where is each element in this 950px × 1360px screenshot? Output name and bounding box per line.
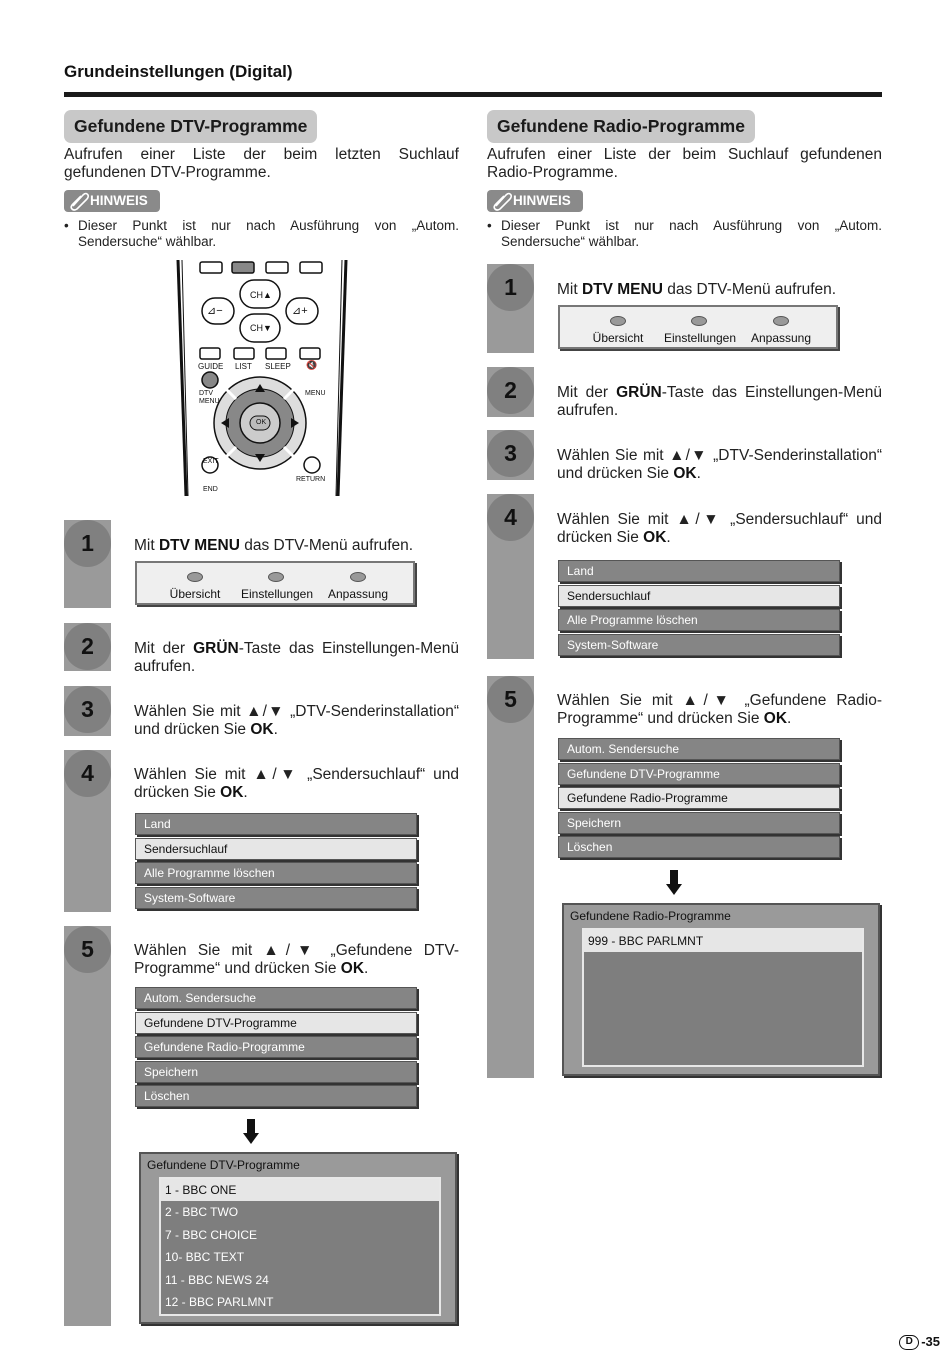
right-result-panel bbox=[562, 903, 880, 1076]
menubar-dot-icon bbox=[187, 572, 203, 582]
left-result-panel bbox=[139, 1152, 457, 1324]
list-item[interactable]: 2 - BBC TWO bbox=[165, 1205, 239, 1220]
arrow-down-icon bbox=[666, 870, 682, 896]
menu-item-sendersuchlauf[interactable]: Sendersuchlauf bbox=[135, 838, 417, 860]
hinweis-label: HINWEIS bbox=[90, 193, 148, 208]
remote-ok-label: OK bbox=[256, 419, 267, 426]
menubar-tab-anpassung[interactable]: Anpassung bbox=[750, 331, 812, 345]
menubar-tab-uebersicht[interactable]: Übersicht bbox=[169, 587, 221, 601]
remote-mute-icon: 🔇 bbox=[306, 360, 318, 370]
menu-item-sendersuchlauf[interactable]: Sendersuchlauf bbox=[558, 585, 840, 607]
left-install-menu bbox=[135, 813, 417, 909]
right-step-2-number: 2 bbox=[487, 367, 534, 414]
left-hinweis-badge bbox=[64, 190, 160, 212]
menu-item-system-software[interactable]: System-Software bbox=[135, 887, 417, 909]
right-step-3-text: Wählen Sie mit ▲/▼ „DTV-Senderinstallation“ und drücken Sie OK. bbox=[557, 447, 882, 482]
page-number-text: -35 bbox=[921, 1334, 940, 1349]
left-step-3-number: 3 bbox=[64, 686, 111, 733]
menu-item-alle-programme-loeschen[interactable]: Alle Programme löschen bbox=[135, 862, 417, 884]
paperclip-icon bbox=[68, 191, 90, 211]
menu-item-gefundene-radio-programme[interactable]: Gefundene Radio-Programme bbox=[558, 787, 840, 809]
list-item[interactable]: 999 - BBC PARLMNT bbox=[584, 930, 862, 952]
right-step-3-number: 3 bbox=[487, 430, 534, 477]
left-step-4-text: Wählen Sie mit ▲/▼ „Sendersuchlauf“ und drücken Sie OK. bbox=[134, 766, 459, 801]
right-note bbox=[487, 218, 882, 250]
remote-exit-end-label: EXIT END bbox=[203, 458, 219, 493]
menu-item-gefundene-dtv-programme[interactable]: Gefundene DTV-Programme bbox=[558, 763, 840, 785]
menu-item-land[interactable]: Land bbox=[135, 813, 417, 835]
menubar-dot-icon bbox=[691, 316, 707, 326]
left-note-text: Dieser Punkt ist nur nach Ausführung von „Autom. Sendersuche“ wählbar. bbox=[78, 218, 459, 249]
remote-vol-plus-label: ⊿+ bbox=[292, 305, 308, 317]
paperclip-icon bbox=[491, 191, 513, 211]
page-number bbox=[899, 1334, 940, 1350]
remote-dtv-menu-label: DTV MENU bbox=[199, 390, 220, 405]
menu-item-speichern[interactable]: Speichern bbox=[135, 1061, 417, 1083]
remote-return-label: RETURN bbox=[296, 476, 326, 483]
menubar-dot-icon bbox=[773, 316, 789, 326]
right-step-5-number: 5 bbox=[487, 676, 534, 723]
left-note bbox=[64, 218, 459, 250]
menubar-dot-icon bbox=[350, 572, 366, 582]
left-step-1-number: 1 bbox=[64, 520, 111, 567]
right-step-1-number: 1 bbox=[487, 264, 534, 311]
list-item[interactable]: 1 - BBC ONE bbox=[161, 1179, 439, 1201]
menubar-tab-anpassung[interactable]: Anpassung bbox=[327, 587, 389, 601]
left-result-list bbox=[159, 1177, 441, 1316]
menu-item-land[interactable]: Land bbox=[558, 560, 840, 582]
menu-item-speichern[interactable]: Speichern bbox=[558, 812, 840, 834]
bullet-dot: • bbox=[487, 218, 492, 233]
right-section-heading: Gefundene Radio-Programme bbox=[487, 110, 755, 143]
right-step-1-text: Mit DTV MENU das DTV-Menü aufrufen. bbox=[557, 281, 837, 298]
left-step-2-text: Mit der GRÜN-Taste das Einstellungen-Menü aufrufen. bbox=[134, 640, 459, 675]
menu-item-gefundene-dtv-programme[interactable]: Gefundene DTV-Programme bbox=[135, 1012, 417, 1034]
page-letter-badge: D bbox=[899, 1335, 919, 1350]
hinweis-label: HINWEIS bbox=[513, 193, 571, 208]
page-title: Grundeinstellungen (Digital) bbox=[64, 62, 293, 81]
menubar-dot-icon bbox=[610, 316, 626, 326]
list-item[interactable]: 10- BBC TEXT bbox=[165, 1250, 245, 1265]
left-result-title: Gefundene DTV-Programme bbox=[147, 1158, 300, 1172]
list-item[interactable]: 12 - BBC PARLMNT bbox=[165, 1294, 274, 1309]
left-step-4-number: 4 bbox=[64, 750, 111, 797]
remote-menu-label: MENU bbox=[305, 390, 326, 397]
right-hinweis-badge bbox=[487, 190, 583, 212]
list-item[interactable]: 7 - BBC CHOICE bbox=[165, 1227, 258, 1242]
menubar-tab-uebersicht[interactable]: Übersicht bbox=[592, 331, 644, 345]
remote-ch-up-label: CH▲ bbox=[250, 290, 272, 300]
left-step-1-text: Mit DTV MENU das DTV-Menü aufrufen. bbox=[134, 537, 414, 554]
right-step-5-text: Wählen Sie mit ▲/▼ „Gefundene Radio-Programme“ und drücken Sie OK. bbox=[557, 692, 882, 727]
remote-sleep-label: SLEEP bbox=[265, 362, 291, 371]
left-intro: Aufrufen einer Liste der beim letzten Suchlauf gefundenen DTV-Programme. bbox=[64, 146, 459, 181]
menu-item-alle-programme-loeschen[interactable]: Alle Programme löschen bbox=[558, 609, 840, 631]
right-step-4-text: Wählen Sie mit ▲/▼ „Sendersuchlauf“ und drücken Sie OK. bbox=[557, 511, 882, 546]
menubar-tab-einstellungen[interactable]: Einstellungen bbox=[240, 587, 314, 601]
menu-item-autom-sendersuche[interactable]: Autom. Sendersuche bbox=[558, 738, 840, 760]
menu-item-autom-sendersuche[interactable]: Autom. Sendersuche bbox=[135, 987, 417, 1009]
right-result-list bbox=[582, 928, 864, 1067]
right-dtv-menubar bbox=[558, 305, 838, 349]
menu-item-loeschen[interactable]: Löschen bbox=[135, 1085, 417, 1107]
left-dtv-menubar bbox=[135, 561, 415, 605]
left-step-5-bar bbox=[64, 926, 111, 1326]
right-result-title: Gefundene Radio-Programme bbox=[570, 909, 731, 923]
right-install-menu bbox=[558, 560, 840, 656]
remote-vol-minus-label: ⊿− bbox=[207, 305, 223, 317]
right-note-text: Dieser Punkt ist nur nach Ausführung von „Autom. Sendersuche“ wählbar. bbox=[501, 218, 882, 249]
remote-list-label: LIST bbox=[235, 362, 252, 371]
list-item[interactable]: 11 - BBC NEWS 24 bbox=[165, 1272, 269, 1287]
title-divider bbox=[64, 92, 882, 97]
right-step-2-text: Mit der GRÜN-Taste das Einstellungen-Menü aufrufen. bbox=[557, 384, 882, 419]
arrow-down-icon bbox=[243, 1119, 259, 1145]
remote-ch-down-label: CH▼ bbox=[250, 323, 272, 333]
left-section-heading: Gefundene DTV-Programme bbox=[64, 110, 317, 143]
left-step-2-number: 2 bbox=[64, 623, 111, 670]
remote-guide-label: GUIDE bbox=[198, 362, 224, 371]
left-search-menu bbox=[135, 987, 417, 1107]
right-search-menu bbox=[558, 738, 840, 858]
right-step-5-bar bbox=[487, 676, 534, 1078]
right-step-4-number: 4 bbox=[487, 494, 534, 541]
menubar-tab-einstellungen[interactable]: Einstellungen bbox=[663, 331, 737, 345]
menu-item-system-software[interactable]: System-Software bbox=[558, 634, 840, 656]
menu-item-loeschen[interactable]: Löschen bbox=[558, 836, 840, 858]
bullet-dot: • bbox=[64, 218, 69, 233]
menu-item-gefundene-radio-programme[interactable]: Gefundene Radio-Programme bbox=[135, 1036, 417, 1058]
left-step-5-text: Wählen Sie mit ▲/▼ „Gefundene DTV-Programme“ und drücken Sie OK. bbox=[134, 942, 459, 977]
right-intro: Aufrufen einer Liste der beim Suchlauf gefundenen Radio-Programme. bbox=[487, 146, 882, 181]
menubar-dot-icon bbox=[268, 572, 284, 582]
left-step-3-text: Wählen Sie mit ▲/▼ „DTV-Senderinstallation“ und drücken Sie OK. bbox=[134, 703, 459, 738]
left-step-5-number: 5 bbox=[64, 926, 111, 973]
